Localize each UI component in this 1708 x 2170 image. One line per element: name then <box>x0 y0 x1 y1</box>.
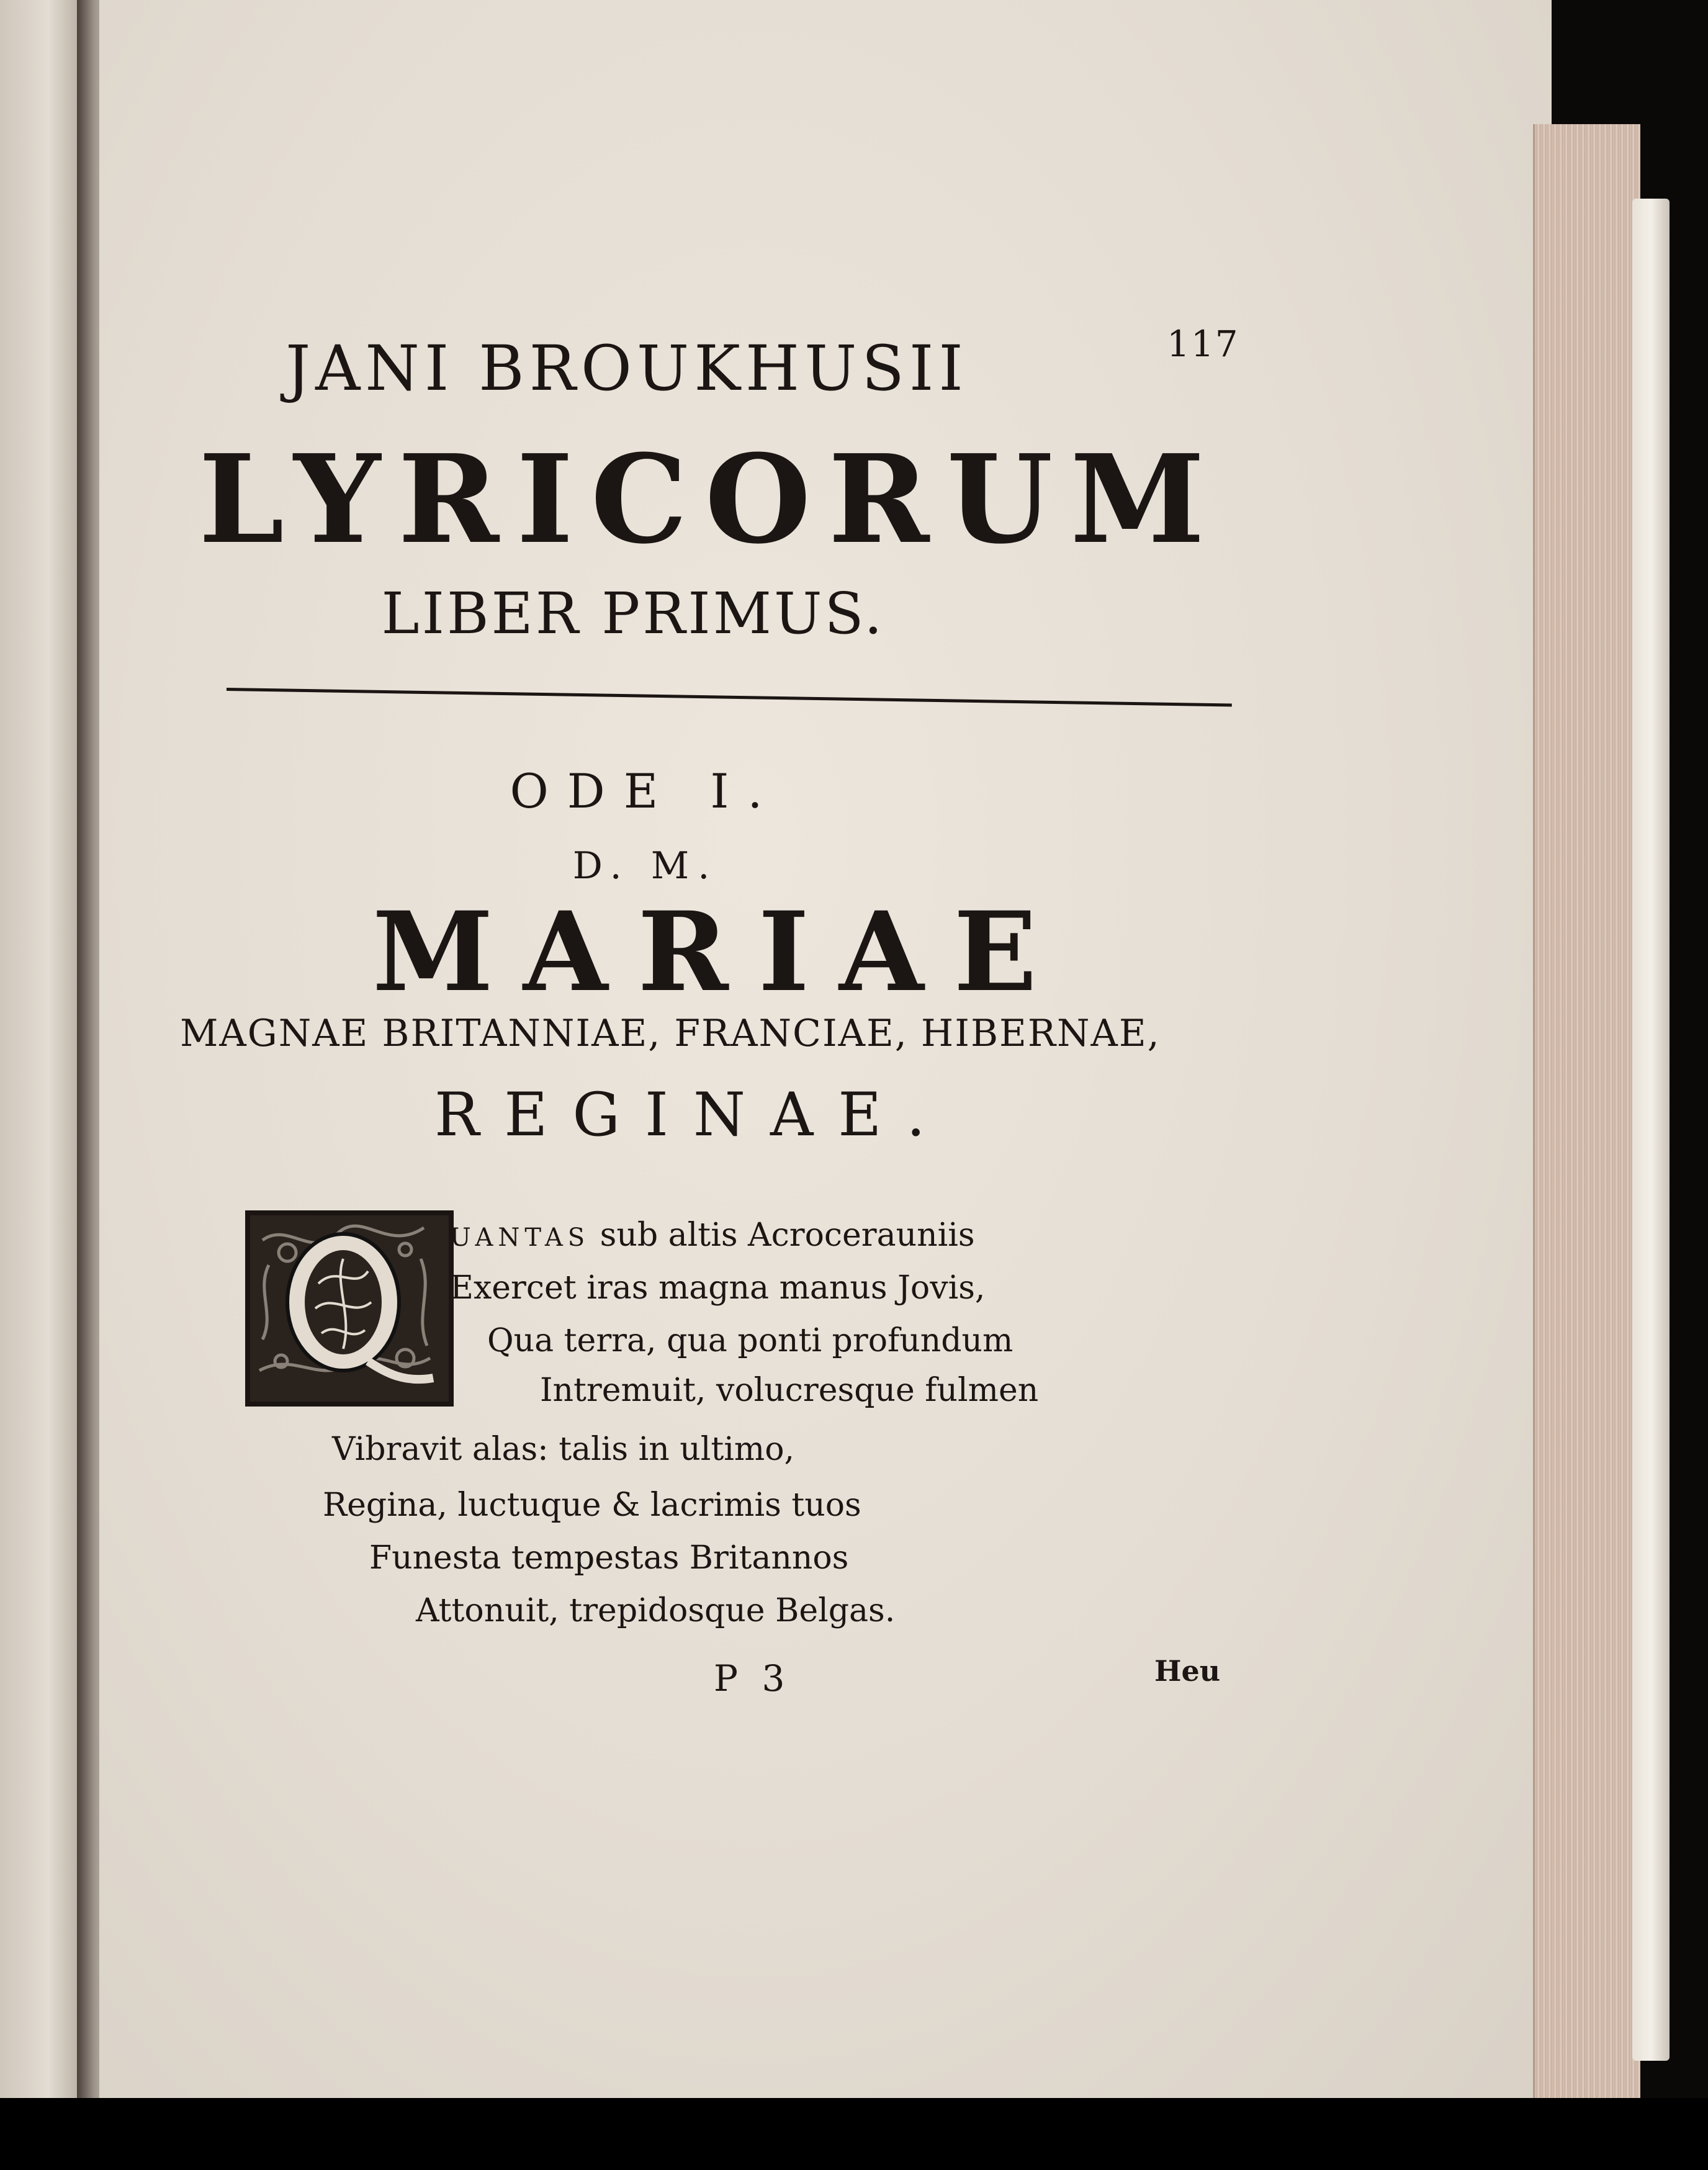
author-heading: JANI BROUKHUSII <box>285 332 968 405</box>
ode-heading: ODE I. <box>510 763 781 819</box>
verse-line-7: Funesta tempestas Britannos <box>369 1539 849 1577</box>
catchword: Heu <box>1154 1654 1221 1688</box>
verse-line-8: Attonuit, trepidosque Belgas. <box>416 1592 896 1629</box>
book-title: LYRICORUM <box>199 428 1223 571</box>
verse-line-5: Vibravit alas: talis in ultimo, <box>332 1431 795 1468</box>
drop-cap-ornament-icon <box>250 1215 439 1392</box>
dedication-abbreviation: D. M. <box>572 844 719 888</box>
page-number: 117 <box>1167 323 1239 365</box>
left-page-edge <box>0 0 84 2098</box>
dedicatee-name: MARIAE <box>372 888 1067 1016</box>
dark-foreground <box>0 2098 1708 2170</box>
verse-line-6: Regina, luctuque & lacrimis tuos <box>323 1487 861 1524</box>
verse-1-text: sub altis Acrocerauniis <box>590 1217 975 1254</box>
verse-line-3: Qua terra, qua ponti profundum <box>487 1322 1014 1359</box>
ornamental-drop-cap <box>245 1210 454 1407</box>
verse-1-smallcaps: UANTAS <box>450 1223 590 1252</box>
verse-line-2: Exercet iras magna manus Jovis, <box>450 1269 986 1307</box>
page-block-edges <box>1533 124 1640 2098</box>
verse-line-1 <box>450 1217 975 1254</box>
dedicatee-title: REGINAE. <box>434 1080 950 1150</box>
book-subtitle: LIBER PRIMUS. <box>381 580 885 647</box>
verse-line-4: Intremuit, volucresque fulmen <box>540 1372 1039 1409</box>
cover-edge <box>1632 199 1670 2061</box>
signature-mark: P 3 <box>714 1657 791 1700</box>
dedicatee-realms: MAGNAE BRITANNIAE, FRANCIAE, HIBERNAE, <box>180 1012 1161 1055</box>
